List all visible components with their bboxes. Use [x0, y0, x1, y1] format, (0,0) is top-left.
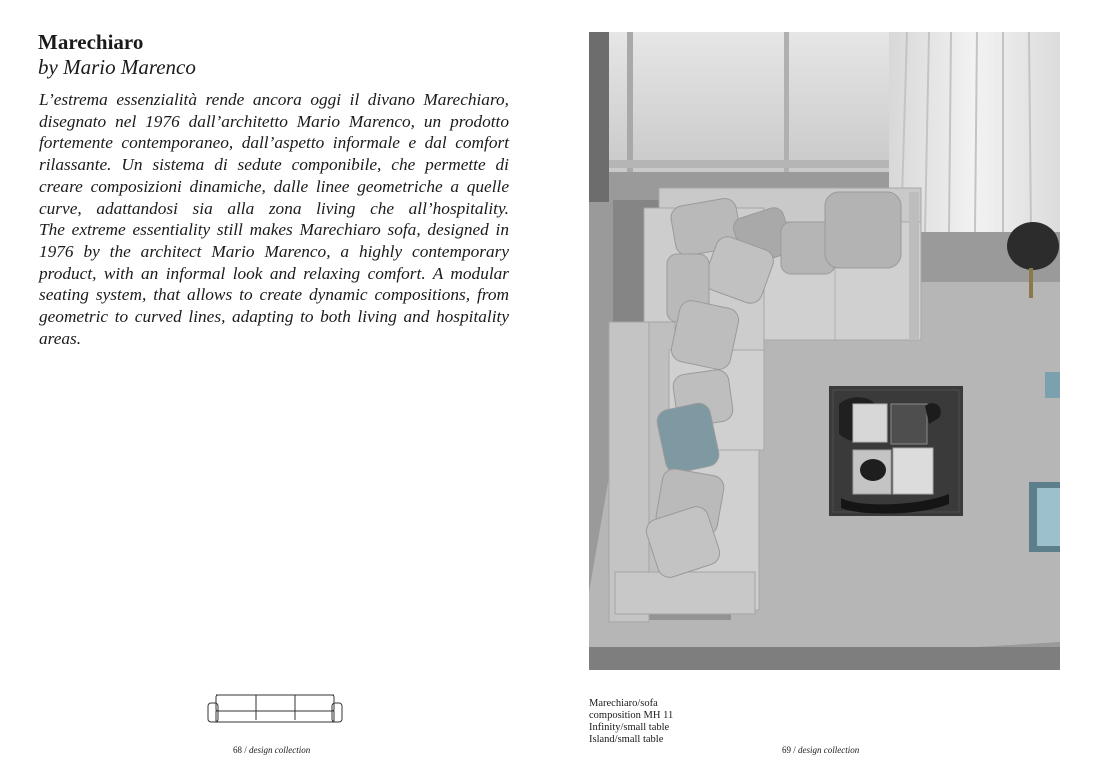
caption-line: composition MH 11 — [589, 710, 674, 721]
product-title: Marechiaro — [38, 30, 144, 54]
product-description — [39, 89, 509, 349]
page-number-left: 68 / design collection — [233, 745, 311, 755]
designer-credit: by Mario Marenco — [38, 55, 196, 79]
caption-line: Infinity/small table — [589, 722, 670, 733]
sofa-outline-icon — [206, 692, 344, 726]
description-english: The extreme essentiality still makes Marechiaro sofa, designed in 1976 by the architect Mario Marenco, a highly contemporary product, with an informal look and relaxing comfort. A modular seating system, that allows to create dynamic compositions, from geometric to curved lines, adapting to both living and hospitality areas. — [39, 220, 509, 348]
description-italian: L’estrema essenzialità rende ancora oggi il divano Marechiaro, disegnato nel 1976 dall’architetto Mario Marenco, un prodotto fortemente contemporaneo, dall’aspetto informale e dal comfort rilassante. Un sistema di sedute componibile, che permette di creare composizioni dinamiche, dalle linee geometriche a quelle curve, adattandosi sia alla zona living che all’hospitality. — [39, 90, 509, 218]
photo-caption — [589, 698, 673, 746]
sofa-photo — [589, 32, 1060, 670]
page-number-right: 69 / design collection — [782, 745, 860, 755]
caption-line: Marechiaro/sofa — [589, 698, 658, 709]
caption-line: Island/small table — [589, 734, 664, 745]
